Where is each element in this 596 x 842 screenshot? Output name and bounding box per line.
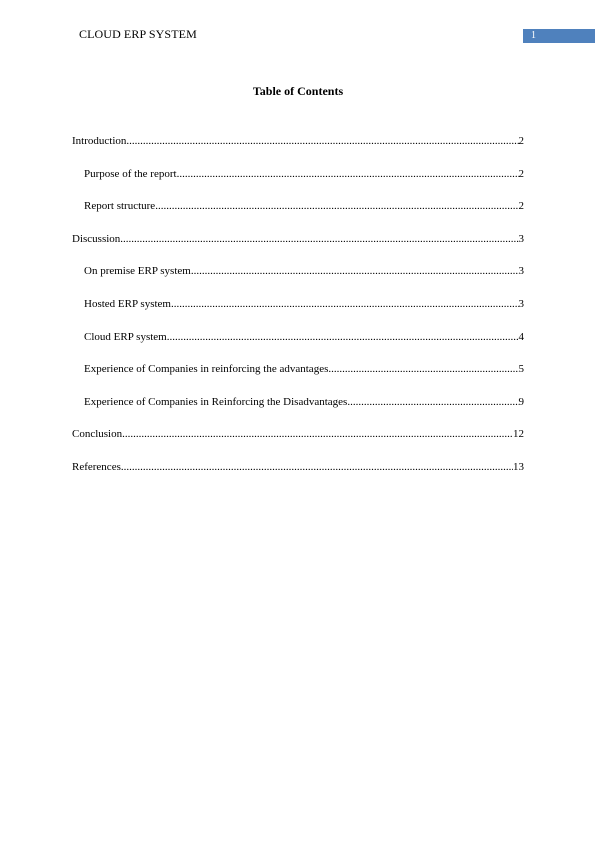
toc-entry-label: Experience of Companies in Reinforcing the Disadvantages	[84, 395, 348, 408]
toc-dot-leader	[347, 395, 518, 409]
toc-dot-leader	[177, 167, 519, 181]
toc-dot-leader	[120, 232, 518, 246]
toc-entry-page: 13	[513, 460, 524, 473]
toc-entry-experience-advantages[interactable]	[72, 362, 524, 395]
table-of-contents	[72, 134, 524, 493]
toc-dot-leader	[167, 330, 519, 344]
toc-dot-leader	[155, 199, 518, 213]
toc-entry-label: Introduction	[72, 135, 127, 147]
toc-dot-leader	[122, 427, 513, 441]
toc-entry-page: 2	[518, 135, 524, 147]
toc-entry-label: Experience of Companies in reinforcing the advantages	[84, 363, 329, 376]
toc-entry-page: 9	[518, 395, 524, 408]
toc-entry-label: Hosted ERP system	[84, 297, 171, 310]
toc-entry-page: 4	[518, 330, 524, 343]
toc-dot-leader	[121, 460, 513, 474]
toc-entry-label: Conclusion	[72, 428, 123, 441]
toc-entry-label: Report structure	[84, 200, 156, 213]
toc-entry-page: 5	[518, 363, 524, 376]
toc-entry-label: On premise ERP system	[84, 265, 191, 278]
toc-entry-report-structure[interactable]	[72, 199, 524, 232]
toc-entry-page: 3	[518, 265, 524, 278]
toc-title: Table of Contents	[252, 84, 344, 98]
toc-entry-page: 3	[518, 232, 524, 245]
toc-entry-on-premise-erp-system[interactable]	[72, 264, 524, 297]
toc-entry-page: 3	[518, 297, 524, 310]
toc-dot-leader	[171, 297, 519, 311]
running-header-title: CLOUD ERP SYSTEM	[79, 27, 197, 41]
toc-dot-leader	[328, 362, 518, 376]
toc-entry-introduction[interactable]	[72, 134, 524, 167]
page-number-box	[523, 29, 595, 43]
toc-entry-page: 2	[518, 200, 524, 213]
toc-entry-references[interactable]	[72, 460, 524, 493]
toc-dot-leader	[126, 134, 518, 148]
toc-entry-label: Purpose of the report	[84, 167, 177, 180]
toc-entry-conclusion[interactable]	[72, 427, 524, 460]
toc-entry-label: Discussion	[72, 232, 121, 245]
toc-entry-page: 12	[513, 428, 524, 441]
toc-entry-label: References	[72, 460, 121, 473]
toc-entry-hosted-erp-system[interactable]	[72, 297, 524, 330]
toc-entry-discussion[interactable]	[72, 232, 524, 265]
toc-entry-experience-disadvantages[interactable]	[72, 395, 524, 428]
page-number: 1	[531, 30, 536, 41]
toc-dot-leader	[191, 264, 519, 278]
toc-entry-purpose-of-the-report[interactable]	[72, 167, 524, 200]
toc-entry-cloud-erp-system[interactable]	[72, 330, 524, 363]
toc-entry-page: 2	[518, 167, 524, 180]
toc-entry-label: Cloud ERP system	[84, 330, 167, 343]
